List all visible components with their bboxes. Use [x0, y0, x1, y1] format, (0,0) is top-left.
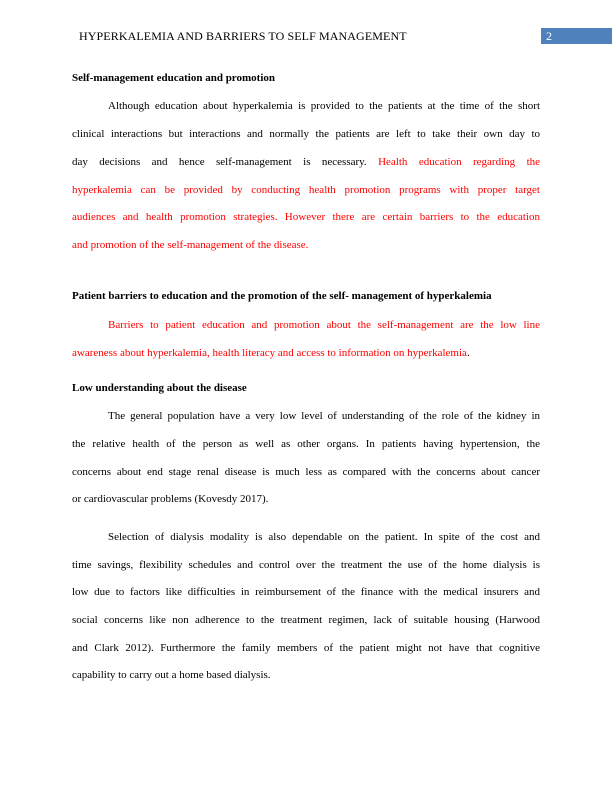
- text-line: The general population have a very low level of understanding of the role of the kidney in: [108, 410, 540, 422]
- highlighted-text-run: awareness about hyperkalemia, health literacy and access to information on hyperkalemia: [72, 347, 467, 359]
- text-line: the relative health of the person as well as other organs. In patients having hypertension, the: [72, 438, 540, 450]
- text-line: time savings, flexibility schedules and control over the treatment the use of the home dialysis is: [72, 559, 540, 571]
- text-run: day decisions and hence self-management is necessary.: [72, 156, 367, 168]
- header-title: HYPERKALEMIA AND BARRIERS TO SELF MANAGEMENT: [79, 29, 407, 43]
- text-line: capability to carry out a home based dialysis.: [72, 669, 271, 681]
- page-number: 2: [541, 28, 612, 44]
- text-line: Selection of dialysis modality is also dependable on the patient. In spite of the cost and: [108, 531, 540, 543]
- text-line: clinical interactions but interactions and normally the patients are left to take their own day to: [72, 128, 540, 140]
- text-line: Although education about hyperkalemia is provided to the patients at the time of the short: [108, 100, 540, 112]
- highlighted-text-run: Health education regarding the: [378, 156, 541, 168]
- text-run: .: [466, 347, 470, 359]
- text-line: [72, 155, 540, 169]
- highlighted-text-line: Barriers to patient education and promotion about the self-management are the low line: [108, 319, 540, 331]
- text-line: low due to factors like difficulties in reimbursement of the finance with the medical insurers and: [72, 586, 540, 598]
- highlighted-text-line: hyperkalemia can be provided by conducting health promotion programs with proper target: [72, 184, 540, 196]
- text-line: concerns about end stage renal disease is much less as compared with the concerns about cancer: [72, 466, 540, 478]
- text-line: social concerns like non adherence to the treatment regimen, lack of suitable housing (Harwood: [72, 614, 540, 626]
- highlighted-text-line: audiences and health promotion strategies. However there are certain barriers to the education: [72, 211, 540, 223]
- text-line: [72, 346, 540, 360]
- text-line: or cardiovascular problems (Kovesdy 2017).: [72, 493, 269, 505]
- section-heading-low-understanding: Low understanding about the disease: [72, 382, 247, 394]
- text-line: and Clark 2012). Furthermore the family members of the patient might not have that cognitive: [72, 642, 540, 654]
- section-heading-patient-barriers: Patient barriers to education and the promotion of the self- management of hyperkalemia: [72, 290, 492, 302]
- highlighted-text-line: and promotion of the self-management of the disease.: [72, 239, 309, 251]
- section-heading-self-management: Self-management education and promotion: [72, 72, 275, 84]
